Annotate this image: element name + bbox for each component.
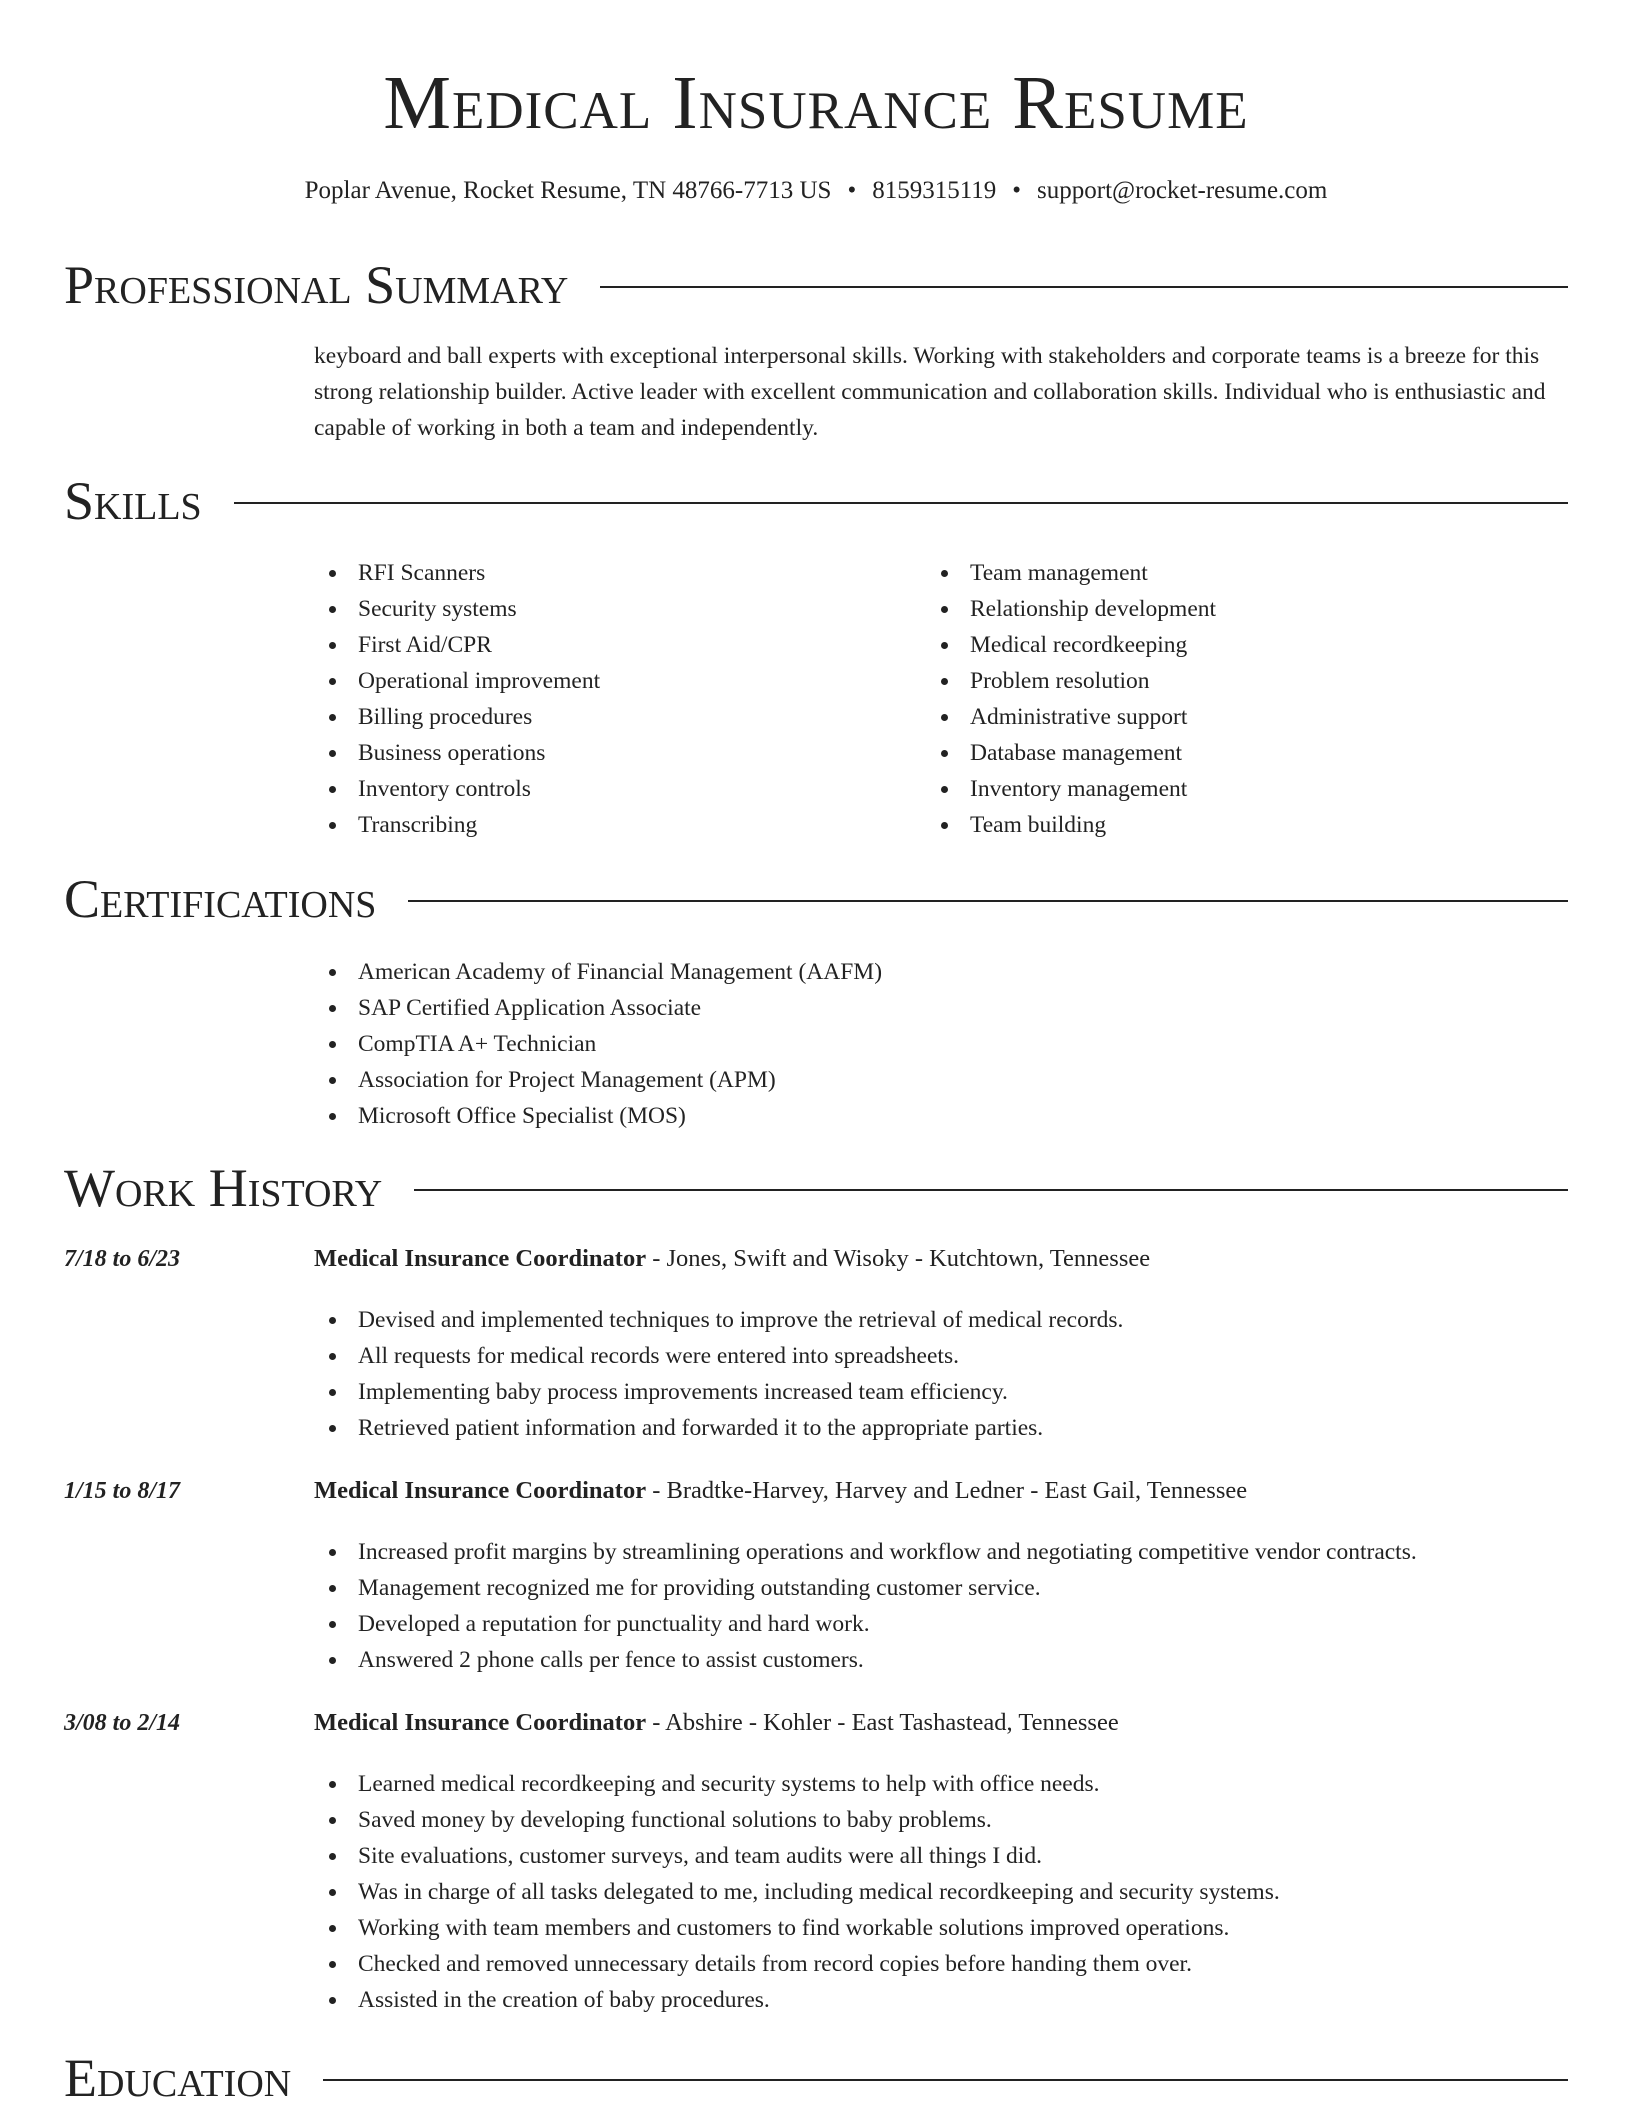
job-bullet: Implementing baby process improvements increased team efficiency. bbox=[314, 1374, 1568, 1410]
certification-item: Microsoft Office Specialist (MOS) bbox=[314, 1098, 1568, 1134]
job-dates: 7/18 to 6/23 bbox=[64, 1246, 181, 1272]
job-bullet: Answered 2 phone calls per fence to assist customers. bbox=[314, 1642, 1568, 1678]
job-dates: 1/15 to 8/17 bbox=[64, 1478, 181, 1504]
contact-email: support@rocket-resume.com bbox=[1037, 177, 1328, 204]
job-title: Medical Insurance Coordinator bbox=[314, 1477, 647, 1504]
work-history-heading: Work History bbox=[64, 1158, 383, 1218]
job-bullets bbox=[314, 1534, 1568, 1678]
skill-item: Business operations bbox=[314, 735, 914, 771]
certification-item: CompTIA A+ Technician bbox=[314, 1026, 1568, 1062]
job-employer: - Jones, Swift and Wisoky - Kutchtown, Tennessee bbox=[646, 1245, 1151, 1272]
education-heading: Education bbox=[64, 2048, 292, 2108]
job-bullet: Saved money by developing functional solutions to baby problems. bbox=[314, 1802, 1568, 1838]
job-bullet: Increased profit margins by streamlining operations and workflow and negotiating competitive vendor contracts. bbox=[314, 1534, 1568, 1570]
job-bullet: Devised and implemented techniques to improve the retrieval of medical records. bbox=[314, 1302, 1568, 1338]
summary-text: keyboard and ball experts with exceptional interpersonal skills. Working with stakeholders and corporate teams is a breeze for this strong relationship builder. Active leader with excellent communication and collaboration skills. Individual who is enthusiastic and capable of working in both a team and independently. bbox=[314, 343, 1546, 441]
job-heading bbox=[314, 1705, 1568, 1741]
section-divider bbox=[414, 1189, 1568, 1191]
job-bullet: Retrieved patient information and forwarded it to the appropriate parties. bbox=[314, 1410, 1568, 1446]
job-bullets bbox=[314, 1302, 1568, 1446]
summary-section-header bbox=[64, 253, 1568, 317]
skills-list-right bbox=[926, 555, 1526, 843]
certifications-heading: Certifications bbox=[64, 869, 377, 929]
summary-heading: Professional Summary bbox=[64, 255, 569, 315]
resume-name: Medical Insurance Resume bbox=[383, 61, 1249, 145]
skill-item: Operational improvement bbox=[314, 663, 914, 699]
job-heading bbox=[314, 1241, 1568, 1277]
certification-item: American Academy of Financial Management (AAFM) bbox=[314, 954, 1568, 990]
job-bullet: Checked and removed unnecessary details from record copies before handing them over. bbox=[314, 1946, 1568, 1982]
skill-item: RFI Scanners bbox=[314, 555, 914, 591]
skill-item: First Aid/CPR bbox=[314, 627, 914, 663]
contact-phone: 8159315119 bbox=[872, 177, 997, 204]
job-dates: 3/08 to 2/14 bbox=[64, 1710, 181, 1736]
skill-item: Inventory management bbox=[926, 771, 1526, 807]
contact-address: Poplar Avenue, Rocket Resume, TN 48766-7713 US bbox=[304, 177, 832, 204]
skill-item: Team building bbox=[926, 807, 1526, 843]
job-bullet: All requests for medical records were entered into spreadsheets. bbox=[314, 1338, 1568, 1374]
skill-item: Security systems bbox=[314, 591, 914, 627]
skill-item: Problem resolution bbox=[926, 663, 1526, 699]
job-bullet: Site evaluations, customer surveys, and team audits were all things I did. bbox=[314, 1838, 1568, 1874]
job-title: Medical Insurance Coordinator bbox=[314, 1245, 647, 1272]
job-bullet: Management recognized me for providing outstanding customer service. bbox=[314, 1570, 1568, 1606]
certifications-list bbox=[314, 954, 1568, 1134]
skills-section-header bbox=[64, 469, 1568, 533]
skill-item: Administrative support bbox=[926, 699, 1526, 735]
job-bullet: Developed a reputation for punctuality and hard work. bbox=[314, 1606, 1568, 1642]
education-section-header bbox=[64, 2046, 1568, 2110]
job-bullet: Was in charge of all tasks delegated to me, including medical recordkeeping and security systems. bbox=[314, 1874, 1568, 1910]
job-bullets bbox=[314, 1766, 1568, 2018]
skill-item: Billing procedures bbox=[314, 699, 914, 735]
work-history-section-header bbox=[64, 1156, 1568, 1220]
contact-separator: • bbox=[1012, 177, 1022, 204]
section-divider bbox=[323, 2079, 1568, 2081]
skill-item: Transcribing bbox=[314, 807, 914, 843]
certification-item: Association for Project Management (APM) bbox=[314, 1062, 1568, 1098]
skill-item: Relationship development bbox=[926, 591, 1526, 627]
skills-heading: Skills bbox=[64, 471, 202, 531]
contact-separator: • bbox=[847, 177, 857, 204]
skill-item: Team management bbox=[926, 555, 1526, 591]
job-bullet: Working with team members and customers to find workable solutions improved operations. bbox=[314, 1910, 1568, 1946]
section-divider bbox=[234, 502, 1568, 504]
job-heading bbox=[314, 1473, 1568, 1509]
skill-item: Database management bbox=[926, 735, 1526, 771]
section-divider bbox=[408, 900, 1568, 902]
job-bullet: Learned medical recordkeeping and security systems to help with office needs. bbox=[314, 1766, 1568, 1802]
certification-item: SAP Certified Application Associate bbox=[314, 990, 1568, 1026]
certifications-section-header bbox=[64, 867, 1568, 931]
skill-item: Inventory controls bbox=[314, 771, 914, 807]
job-title: Medical Insurance Coordinator bbox=[314, 1709, 647, 1736]
job-bullet: Assisted in the creation of baby procedures. bbox=[314, 1982, 1568, 2018]
job-employer: - Abshire - Kohler - East Tashastead, Tennessee bbox=[646, 1709, 1119, 1736]
skill-item: Medical recordkeeping bbox=[926, 627, 1526, 663]
job-employer: - Bradtke-Harvey, Harvey and Ledner - East Gail, Tennessee bbox=[646, 1477, 1248, 1504]
skills-list-left bbox=[314, 555, 914, 843]
contact-line bbox=[0, 174, 1632, 208]
section-divider bbox=[600, 286, 1568, 288]
